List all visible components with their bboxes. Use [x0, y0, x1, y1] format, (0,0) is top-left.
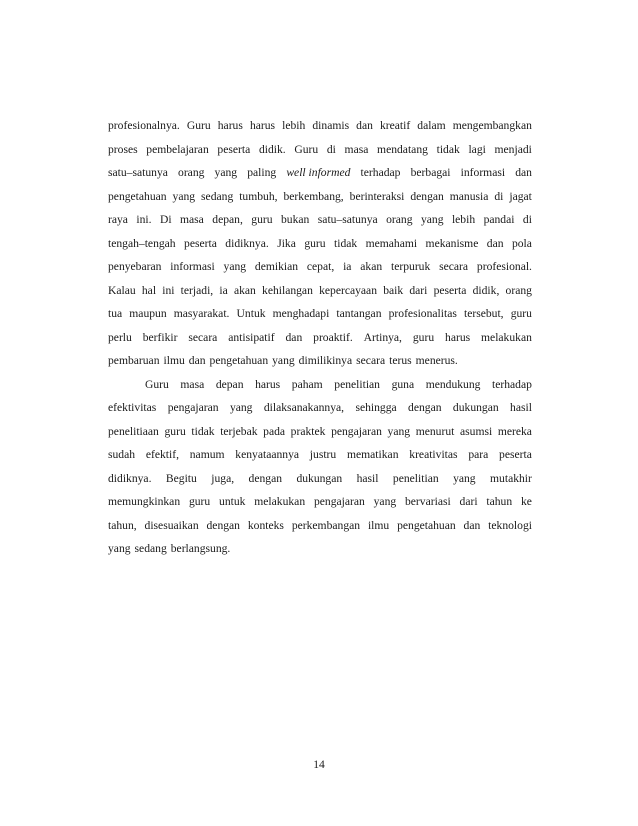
word: akan	[360, 260, 383, 273]
word: dengan	[408, 401, 442, 414]
word: Guru	[145, 377, 169, 391]
text-line	[108, 232, 532, 256]
word: dan	[486, 236, 504, 250]
word: Artinya,	[363, 330, 402, 344]
word: tumbuh,	[239, 189, 278, 203]
word: juga,	[211, 471, 235, 485]
text-line	[108, 467, 532, 491]
word: pengajaran	[331, 424, 382, 438]
word: memahami	[365, 236, 418, 250]
word: pengetahuan	[397, 518, 456, 532]
word: kreativitas	[409, 448, 458, 461]
word: terjebak	[220, 424, 258, 438]
word: Jika	[277, 236, 296, 250]
word: efektivitas	[108, 401, 157, 414]
word: perlu	[108, 330, 132, 344]
text-line	[108, 161, 532, 185]
word: di	[494, 189, 504, 203]
word: dan	[188, 354, 206, 367]
word: terus	[389, 354, 412, 367]
word: sehingga	[355, 401, 397, 414]
word: konteks	[247, 518, 284, 532]
word: lagi	[468, 142, 486, 156]
word: tahun,	[108, 518, 137, 532]
word: yang	[453, 471, 476, 485]
word: kreatif	[379, 119, 411, 132]
word: Begitu	[165, 471, 197, 485]
word: dilaksanakannya,	[263, 401, 345, 414]
word: profesionalitas	[388, 307, 457, 320]
word: tua	[108, 307, 123, 320]
word: teknologi	[488, 518, 532, 532]
word: depan	[215, 377, 244, 391]
word: akan	[233, 283, 256, 297]
text-line	[108, 373, 532, 397]
word: didiknya.	[108, 471, 152, 485]
word: mendukung	[425, 377, 481, 391]
text-line	[108, 208, 532, 232]
word: penelitian	[392, 471, 439, 485]
word: guru	[412, 330, 435, 344]
word: terjadi,	[180, 283, 214, 297]
text-line	[108, 396, 532, 420]
word: yang	[229, 401, 253, 414]
word: dinamis	[312, 119, 350, 132]
word: di	[326, 142, 336, 156]
word: tahun	[486, 495, 513, 508]
text-line	[108, 255, 532, 279]
word: mendatang	[377, 142, 428, 156]
word: secara	[188, 330, 218, 344]
word: guru	[164, 424, 186, 438]
word: ilmu	[163, 354, 185, 367]
word: menjadi	[494, 142, 532, 156]
word: melakukan	[254, 495, 306, 508]
word: Guru	[294, 142, 319, 156]
word: profesionalnya.	[108, 119, 180, 132]
word: dan	[285, 330, 303, 344]
word: baik	[383, 283, 404, 297]
word: dengan	[248, 471, 283, 485]
word: harus	[249, 119, 276, 132]
word: orang	[386, 213, 413, 226]
word: ilmu	[367, 518, 390, 532]
word: yang	[272, 354, 295, 367]
word: dari	[409, 283, 428, 297]
text-line	[108, 490, 532, 514]
word: yang	[108, 542, 131, 555]
word: melakukan	[481, 330, 532, 344]
word: Untuk	[236, 307, 266, 320]
word: yang	[172, 189, 196, 203]
word: manusia	[449, 189, 489, 203]
word: disesuaikan	[144, 518, 199, 532]
word: dan	[515, 166, 532, 179]
word: menerus.	[415, 354, 458, 367]
word: asumsi	[459, 424, 493, 438]
word: didiknya.	[225, 236, 269, 250]
word: orang	[178, 166, 205, 179]
word: dengan	[410, 189, 444, 203]
word: lebih	[451, 213, 476, 226]
word: pembaruan	[108, 354, 160, 367]
word: peserta	[217, 142, 251, 156]
word: penelitiaan	[108, 424, 159, 438]
word: maupun	[129, 307, 167, 320]
word: pengetahuan	[108, 189, 167, 203]
word: kenyataannya	[235, 448, 300, 461]
word: tidak	[191, 424, 215, 438]
word: tidak	[334, 236, 358, 250]
word: yang	[387, 424, 411, 438]
word: memungkinkan	[108, 495, 181, 508]
word: well informed	[286, 166, 351, 179]
word: sudah	[108, 448, 136, 461]
word: guru	[510, 307, 532, 320]
word: masa	[180, 213, 204, 226]
word: yang	[373, 495, 397, 508]
word: tengah–tengah	[108, 236, 176, 250]
word: terhadap	[360, 166, 401, 179]
word: ini.	[136, 213, 152, 226]
word: guru	[304, 236, 326, 250]
word: harus	[445, 330, 471, 344]
word: berinteraksi	[349, 189, 405, 203]
word: informasi	[170, 260, 215, 273]
word: secara	[356, 354, 386, 367]
word: penyebaran	[108, 260, 162, 273]
word: yang	[223, 260, 247, 273]
word: kepercayaan	[319, 283, 378, 297]
word: antisipatif	[228, 330, 275, 344]
text-line	[108, 302, 532, 326]
word: berfikir	[142, 330, 178, 344]
word: terpuruk	[391, 260, 431, 273]
text-line	[108, 185, 532, 209]
word: paham	[291, 377, 323, 391]
text-line	[108, 514, 532, 538]
word: masa	[180, 377, 205, 391]
word: Di	[159, 213, 172, 226]
word: masyarakat.	[173, 307, 230, 320]
text-line	[108, 537, 532, 561]
word: yang	[420, 213, 444, 226]
word: pengajaran	[313, 495, 365, 508]
word: jagat	[509, 189, 532, 203]
word: di	[522, 213, 532, 226]
word: ia	[219, 283, 228, 297]
word: hal	[141, 283, 157, 297]
text-line	[108, 326, 532, 350]
word: ke	[520, 495, 532, 508]
word: satu–satunya	[317, 213, 378, 226]
word: pada	[263, 424, 286, 438]
word: orang	[505, 283, 532, 297]
word: mereka	[497, 424, 532, 438]
word: pengajaran	[167, 401, 219, 414]
word: guru	[251, 213, 273, 226]
word: mekanisme	[425, 236, 479, 250]
word: profesional.	[476, 260, 532, 273]
word: dari	[459, 495, 478, 508]
word: satu–satunya	[108, 166, 168, 179]
word: penelitian	[334, 377, 380, 391]
text-line	[108, 114, 532, 138]
word: namum	[189, 448, 225, 461]
word: justru	[309, 448, 337, 461]
word: masa	[344, 142, 369, 156]
word: proaktif.	[313, 330, 353, 344]
page-number: 14	[313, 758, 325, 771]
word: kehilangan	[262, 283, 313, 297]
word: sedang	[134, 542, 167, 555]
text-line	[108, 279, 532, 303]
text-line	[108, 138, 532, 162]
word: Kalau	[108, 283, 136, 297]
word: ini	[162, 283, 175, 297]
word: berbagai	[410, 166, 451, 179]
text-line	[108, 443, 532, 467]
word: bukan	[281, 213, 310, 226]
word: pola	[511, 236, 532, 250]
word: dan	[463, 518, 481, 532]
word: Guru	[186, 119, 211, 132]
word: berkembang,	[283, 189, 344, 203]
word: mematikan	[346, 448, 399, 461]
word: harus	[217, 119, 243, 132]
word: yang	[214, 166, 238, 179]
word: guru	[188, 495, 211, 508]
text-line	[108, 420, 532, 444]
word: praktek	[290, 424, 326, 438]
word: para	[468, 448, 489, 461]
word: mutakhir	[490, 471, 532, 485]
word: demikian	[254, 260, 299, 273]
word: hasil	[510, 401, 532, 414]
word: pandai	[483, 213, 515, 226]
word: didik,	[472, 283, 500, 297]
word: paling	[247, 166, 277, 179]
text-line	[108, 349, 532, 373]
word: menurut	[415, 424, 455, 438]
word: didik.	[258, 142, 286, 156]
word: dukungan	[296, 471, 343, 485]
word: tantangan	[336, 307, 382, 320]
word: peserta	[184, 236, 217, 250]
word: mengembangkan	[452, 119, 532, 132]
word: sedang	[201, 189, 234, 203]
word: depan,	[212, 213, 243, 226]
word: dalam	[417, 119, 446, 132]
word: pengetahuan	[209, 354, 269, 367]
body-text	[108, 114, 532, 561]
word: menghadapi	[272, 307, 330, 320]
word: secara	[439, 260, 469, 273]
word: terhadap	[492, 377, 532, 391]
word: dan	[356, 119, 373, 132]
word: tersebut,	[463, 307, 504, 320]
word: pembelajaran	[146, 142, 209, 156]
word: peserta	[433, 283, 467, 297]
word: guna	[391, 377, 415, 391]
word: untuk	[219, 495, 246, 508]
word: dengan	[206, 518, 240, 532]
word: proses	[108, 142, 138, 156]
word: ia	[343, 260, 352, 273]
word: efektif,	[145, 448, 179, 461]
word: dimilikinya	[298, 354, 353, 367]
word: informasi	[460, 166, 506, 179]
word: cepat,	[306, 260, 335, 273]
word: hasil	[356, 471, 379, 485]
word: lebih	[282, 119, 306, 132]
word: dukungan	[452, 401, 499, 414]
word: bervariasi	[404, 495, 451, 508]
word: raya	[108, 213, 128, 226]
word: berlangsung.	[170, 542, 231, 555]
word: peserta	[499, 448, 532, 461]
word: perkembangan	[291, 518, 361, 532]
word: tidak	[436, 142, 460, 156]
word: harus	[255, 377, 281, 391]
